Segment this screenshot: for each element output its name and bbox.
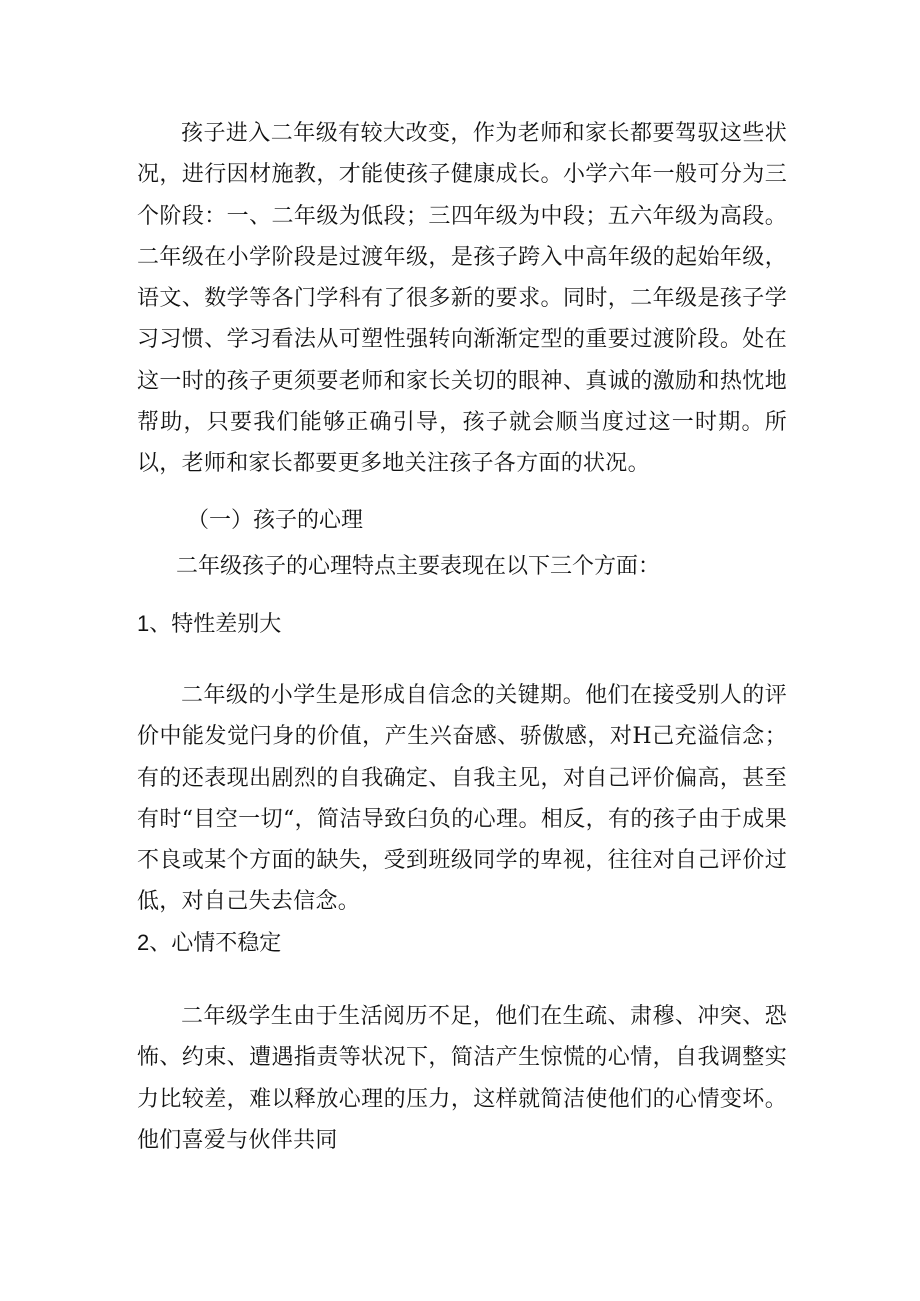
section-heading: （一）孩子的心理 — [187, 508, 364, 533]
item-2-paragraph: 二年级学生由于生活阅历不足，他们在生疏、肃穆、冲突、恐怖、约束、遭遇指责等状况下，简洁产生惊慌的心情，自我调整实力比较差，难以释放心理的压力，这样就简洁使他们的心情变坏。他们喜爱与伙伴共同 — [137, 1004, 787, 1153]
section-intro: 二年级孩子的心理特点主要表现在以下三个方面： — [176, 554, 661, 579]
item-1-paragraph: 二年级的小学生是形成自信念的关键期。他们在接受别人的评价中能发觉闩身的价值，产生兴奋感、骄傲感，对H己充溢信念；有的还表现出剧烈的自我确定、自我主见，对自己评价偏高，甚至有时“目空一切“，简洁导致臼负的心理。相反，有的孩子由于成果不良或某个方面的缺失，受到班级同学的卑视，往往对自己评价过低，对自己失去信念。 — [137, 683, 787, 915]
item-2-heading: 2、心情不稳定 — [137, 930, 282, 955]
item-1-heading: 1、特性差别大 — [137, 611, 282, 636]
intro-paragraph: 孩子进入二年级有较大改变，作为老师和家长都要驾驭这些状况，进行因材施教，才能使孩子健康成长。小学六年一般可分为三个阶段：一、二年级为低段；三四年级为中段；五六年级为高段。二年级在小学阶段是过渡年级，是孩子跨入中高年级的起始年级，语文、数学等各门学科有了很多新的要求。同时，二年级是孩子学习习惯、学习看法从可塑性强转向渐渐定型的重要过渡阶段。处在这一时的孩子更须要老师和家长关切的眼神、真诚的激励和热忱地帮助，只要我们能够正确引导，孩子就会顺当度过这一时期。所以，老师和家长都要更多地关注孩子各方面的状况。 — [137, 121, 787, 477]
